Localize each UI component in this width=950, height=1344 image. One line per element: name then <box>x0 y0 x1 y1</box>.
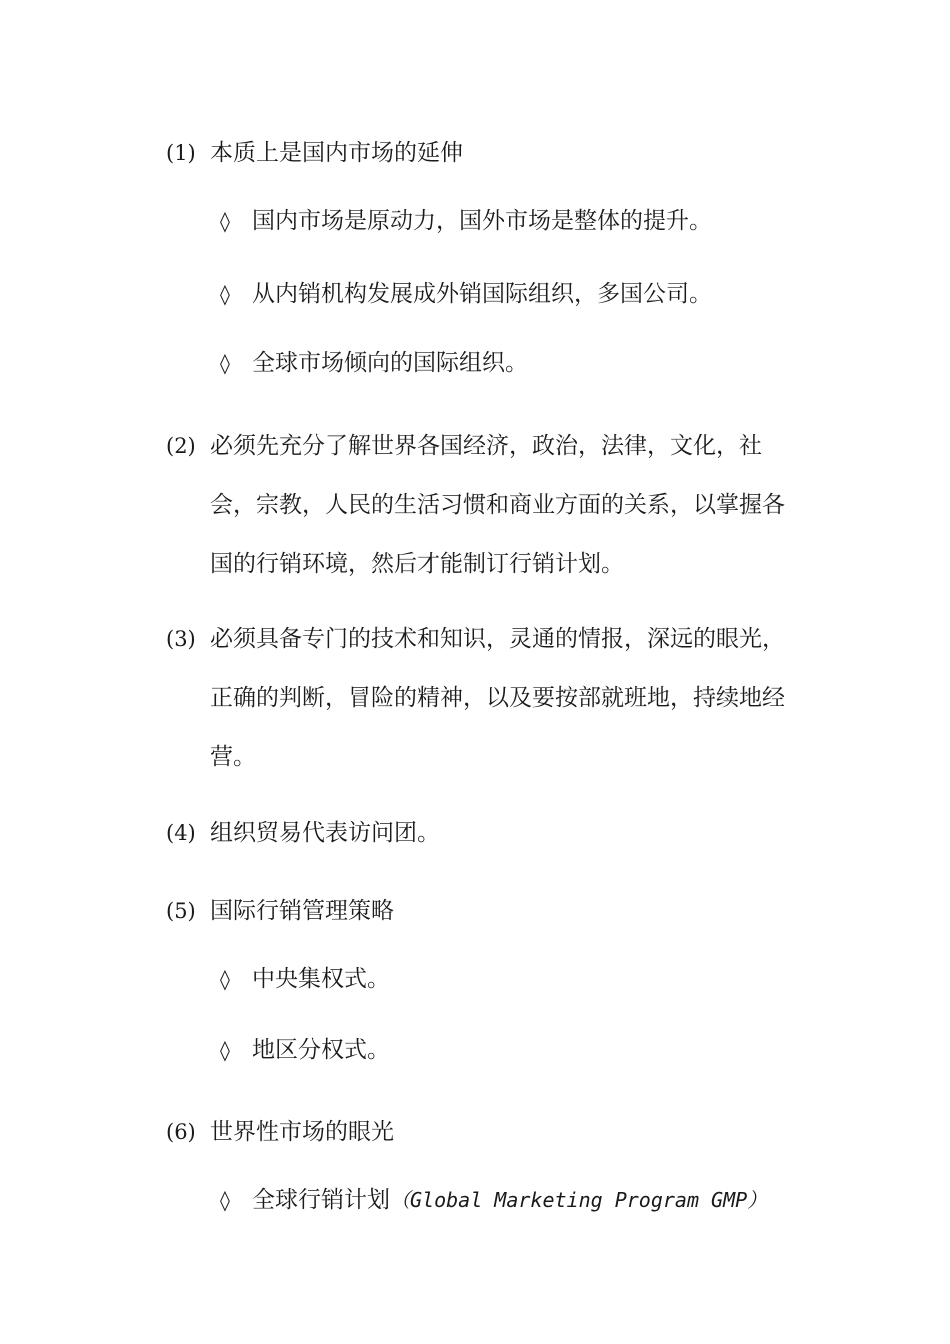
bullet-item <box>220 201 712 241</box>
bullet-text: 中央集权式。 <box>252 966 390 992</box>
section-number: (5) <box>166 899 196 923</box>
section-text: 世界性市场的眼光 <box>210 1119 394 1145</box>
diamond-bullet-icon: ◊ <box>220 967 230 991</box>
section-3 <box>166 610 806 787</box>
section-text: 国际行销管理策略 <box>210 898 394 924</box>
bullet-item <box>220 274 712 314</box>
section-text: 必须先充分了解世界各国经济，政治，法律，文化，社会，宗教，人民的生活习惯和商业方面的关系，以掌握各国的行销环境，然后才能制订行销计划。 <box>210 433 785 577</box>
section-1 <box>166 124 806 183</box>
bullet-text: 地区分权式。 <box>252 1037 390 1063</box>
bullet-item <box>220 959 390 999</box>
diamond-bullet-icon: ◊ <box>220 209 230 233</box>
section-2 <box>166 417 806 594</box>
diamond-bullet-icon: ◊ <box>220 1038 230 1062</box>
section-text: 本质上是国内市场的延伸 <box>210 140 463 166</box>
bullet-text: 国内市场是原动力，国外市场是整体的提升。 <box>252 208 712 234</box>
diamond-bullet-icon: ◊ <box>220 1188 230 1212</box>
bullet-item <box>220 343 528 383</box>
section-text: 必须具备专门的技术和知识，灵通的情报，深远的眼光，正确的判断，冒险的精神，以及要按部就班地，持续地经营。 <box>210 626 785 770</box>
section-5 <box>166 882 806 941</box>
bullet-text: 全球市场倾向的国际组织。 <box>252 350 528 376</box>
section-4 <box>166 804 806 863</box>
bullet-english-term: （Global Marketing Program GMP） <box>390 1188 768 1212</box>
section-6 <box>166 1103 806 1162</box>
section-number: (6) <box>166 1120 196 1144</box>
bullet-item <box>220 1180 767 1220</box>
bullet-text: 全球行销计划 <box>252 1187 390 1213</box>
bullet-item <box>220 1030 390 1070</box>
bullet-text: 从内销机构发展成外销国际组织，多国公司。 <box>252 281 712 307</box>
section-number: (1) <box>166 141 196 165</box>
diamond-bullet-icon: ◊ <box>220 282 230 306</box>
section-number: (2) <box>166 434 196 458</box>
section-number: (4) <box>166 821 196 845</box>
section-number: (3) <box>166 627 196 651</box>
diamond-bullet-icon: ◊ <box>220 351 230 375</box>
section-text: 组织贸易代表访问团。 <box>210 820 440 846</box>
